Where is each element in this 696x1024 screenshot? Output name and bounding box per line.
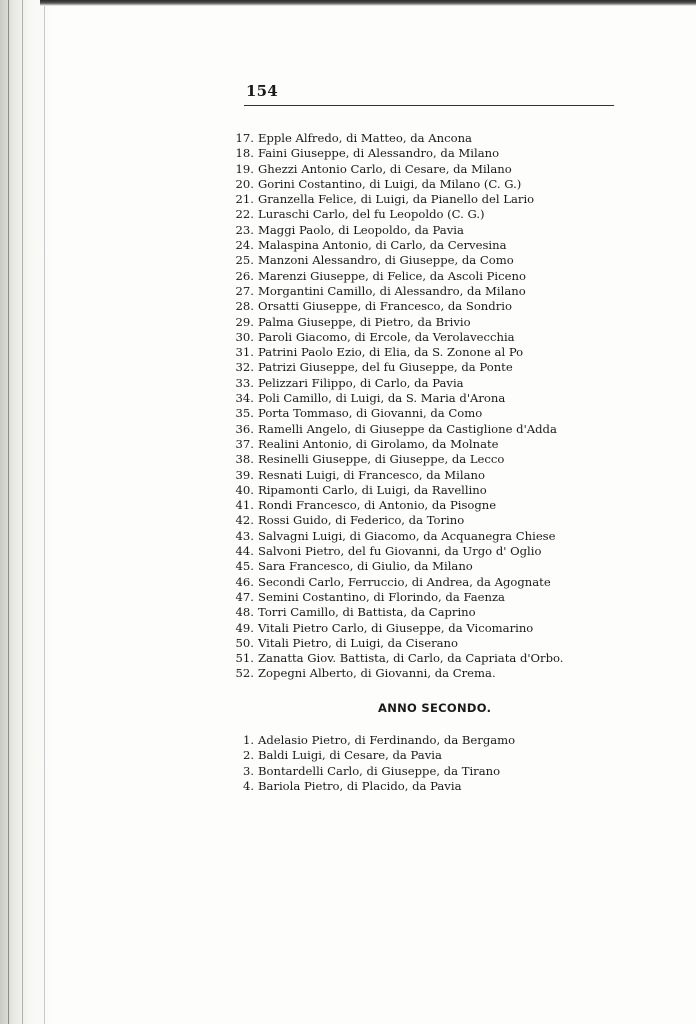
entry-number: 22. <box>235 207 254 222</box>
entry-text: Ghezzi Antonio Carlo, di Cesare, da Milano <box>258 161 512 176</box>
list-entry <box>224 422 563 437</box>
entry-text: Pelizzari Filippo, di Carlo, da Pavia <box>258 375 464 390</box>
entry-number: 33. <box>235 375 254 390</box>
entry-text: Malaspina Antonio, di Carlo, da Cervesina <box>258 238 507 253</box>
entry-number: 43. <box>235 528 254 543</box>
entry-number: 28. <box>235 299 254 314</box>
entry-number: 27. <box>235 283 254 298</box>
entry-number: 18. <box>235 146 254 161</box>
list-entry <box>224 605 563 620</box>
list-entry <box>224 483 563 498</box>
list-entry <box>224 299 563 314</box>
list-entry <box>224 733 515 748</box>
entry-number: 29. <box>235 314 254 329</box>
list-entry <box>224 529 563 544</box>
entry-text: Semini Costantino, di Florindo, da Faenza <box>258 589 505 604</box>
entry-text: Realini Antonio, di Girolamo, da Molnate <box>258 436 499 451</box>
list-entry <box>224 162 563 177</box>
entry-number: 1. <box>242 733 254 747</box>
entry-number: 30. <box>235 329 254 344</box>
list-entry <box>224 651 563 666</box>
entry-number: 38. <box>235 452 254 467</box>
entry-number: 26. <box>235 268 254 283</box>
entry-number: 47. <box>235 589 254 604</box>
list-entry <box>224 146 563 161</box>
entry-text: Sara Francesco, di Giulio, da Milano <box>258 559 473 574</box>
list-entry <box>224 177 563 192</box>
list-entry <box>224 544 563 559</box>
list-entry <box>224 284 563 299</box>
entry-text: Morgantini Camillo, di Alessandro, da Milano <box>258 283 526 298</box>
entry-number: 23. <box>235 222 254 237</box>
list-entry <box>224 345 563 360</box>
entry-number: 52. <box>235 666 254 681</box>
entry-text: Zanatta Giov. Battista, di Carlo, da Capriata d'Orbo. <box>258 651 564 666</box>
entry-text: Zopegni Alberto, di Giovanni, da Crema. <box>258 666 496 681</box>
entry-number: 24. <box>235 238 254 253</box>
entry-number: 21. <box>235 192 254 207</box>
entry-number: 2. <box>242 748 254 763</box>
entry-number: 44. <box>235 544 254 559</box>
entry-number: 35. <box>235 406 254 421</box>
entry-number: 49. <box>235 620 254 635</box>
entry-number: 50. <box>235 635 254 650</box>
list-entry <box>224 575 563 590</box>
entry-text: Vitali Pietro Carlo, di Giuseppe, da Vicomarino <box>258 620 534 635</box>
list-entry <box>224 253 563 268</box>
list-entry <box>224 779 515 794</box>
entry-text: Vitali Pietro, di Luigi, da Ciserano <box>258 635 458 650</box>
entry-number: 51. <box>235 651 254 666</box>
entry-number: 45. <box>235 559 254 574</box>
entry-text: Paroli Giacomo, di Ercole, da Verolavecchia <box>258 329 515 344</box>
list-entry <box>224 315 563 330</box>
list-entry <box>224 207 563 222</box>
entry-text: Gorini Costantino, di Luigi, da Milano (C. G.) <box>258 176 522 191</box>
list-entry <box>224 764 515 779</box>
entry-text: Rossi Guido, di Federico, da Torino <box>258 513 465 528</box>
list-entry <box>224 559 563 574</box>
entry-text: Epple Alfredo, di Matteo, da Ancona <box>258 131 472 145</box>
entry-text: Poli Camillo, di Luigi, da S. Maria d'Arona <box>258 391 506 406</box>
entry-number: 19. <box>235 161 254 176</box>
entry-text: Patrini Paolo Ezio, di Elia, da S. Zonone al Po <box>258 345 524 360</box>
entry-number: 48. <box>235 605 254 620</box>
list-entry <box>224 360 563 375</box>
entry-text: Resnati Luigi, di Francesco, da Milano <box>258 467 485 482</box>
entry-number: 42. <box>235 513 254 528</box>
entry-text: Patrizi Giuseppe, del fu Giuseppe, da Ponte <box>258 360 513 375</box>
entry-text: Ramelli Angelo, di Giuseppe da Castiglione d'Adda <box>258 421 557 436</box>
top-edge <box>40 0 696 6</box>
entry-text: Faini Giuseppe, di Alessandro, da Milano <box>258 146 500 161</box>
list-entry <box>224 376 563 391</box>
entry-text: Porta Tommaso, di Giovanni, da Como <box>258 406 483 421</box>
entry-text: Salvagni Luigi, di Giacomo, da Acquanegra Chiese <box>258 528 556 543</box>
list-entry <box>224 391 563 406</box>
list-entry <box>224 238 563 253</box>
list-entry <box>224 406 563 421</box>
entry-number: 20. <box>235 176 254 191</box>
spine-line <box>8 0 9 1024</box>
entry-text: Bariola Pietro, di Placido, da Pavia <box>258 778 462 793</box>
spine-line <box>22 0 23 1024</box>
list-entry <box>224 590 563 605</box>
entry-text: Palma Giuseppe, di Pietro, da Brivio <box>258 314 471 329</box>
entry-text: Secondi Carlo, Ferruccio, di Andrea, da Agognate <box>258 574 551 589</box>
entry-number: 17. <box>235 131 254 145</box>
entry-text: Baldi Luigi, di Cesare, da Pavia <box>258 748 442 763</box>
entry-number: 37. <box>235 436 254 451</box>
entry-text: Rondi Francesco, di Antonio, da Pisogne <box>258 498 497 513</box>
list-entry <box>224 468 563 483</box>
entry-text: Torri Camillo, di Battista, da Caprino <box>258 605 476 620</box>
section-title: ANNO SECONDO. <box>378 701 492 715</box>
entry-number: 34. <box>235 391 254 406</box>
entry-text: Bontardelli Carlo, di Giuseppe, da Tirano <box>258 763 501 778</box>
list-entry <box>224 330 563 345</box>
list-entry <box>224 666 563 681</box>
student-list <box>224 131 563 682</box>
list-entry <box>224 621 563 636</box>
entry-text: Luraschi Carlo, del fu Leopoldo (C. G.) <box>258 207 485 222</box>
entry-number: 32. <box>235 360 254 375</box>
entry-number: 40. <box>235 482 254 497</box>
page-number: 154 <box>246 82 278 100</box>
section-student-list <box>224 733 515 794</box>
entry-number: 41. <box>235 498 254 513</box>
list-entry <box>224 748 515 763</box>
list-entry <box>224 223 563 238</box>
entry-number: 46. <box>235 574 254 589</box>
entry-number: 3. <box>242 763 254 778</box>
list-entry <box>224 192 563 207</box>
entry-text: Resinelli Giuseppe, di Giuseppe, da Lecco <box>258 452 505 467</box>
header-rule <box>244 105 614 106</box>
list-entry <box>224 131 563 146</box>
entry-number: 36. <box>235 421 254 436</box>
entry-text: Adelasio Pietro, di Ferdinando, da Bergamo <box>258 733 516 747</box>
entry-text: Salvoni Pietro, del fu Giovanni, da Urgo d' Oglio <box>258 544 542 559</box>
entry-text: Maggi Paolo, di Leopoldo, da Pavia <box>258 222 464 237</box>
entry-text: Ripamonti Carlo, di Luigi, da Ravellino <box>258 482 487 497</box>
entry-number: 39. <box>235 467 254 482</box>
list-entry <box>224 636 563 651</box>
entry-number: 25. <box>235 253 254 268</box>
list-entry <box>224 498 563 513</box>
spine-line <box>44 0 45 1024</box>
list-entry <box>224 452 563 467</box>
list-entry <box>224 513 563 528</box>
entry-number: 31. <box>235 345 254 360</box>
entry-text: Marenzi Giuseppe, di Felice, da Ascoli Piceno <box>258 268 526 283</box>
entry-text: Manzoni Alessandro, di Giuseppe, da Como <box>258 253 514 268</box>
entry-text: Granzella Felice, di Luigi, da Pianello del Lario <box>258 192 535 207</box>
entry-text: Orsatti Giuseppe, di Francesco, da Sondrio <box>258 299 512 314</box>
list-entry <box>224 437 563 452</box>
entry-number: 4. <box>242 778 254 793</box>
list-entry <box>224 269 563 284</box>
